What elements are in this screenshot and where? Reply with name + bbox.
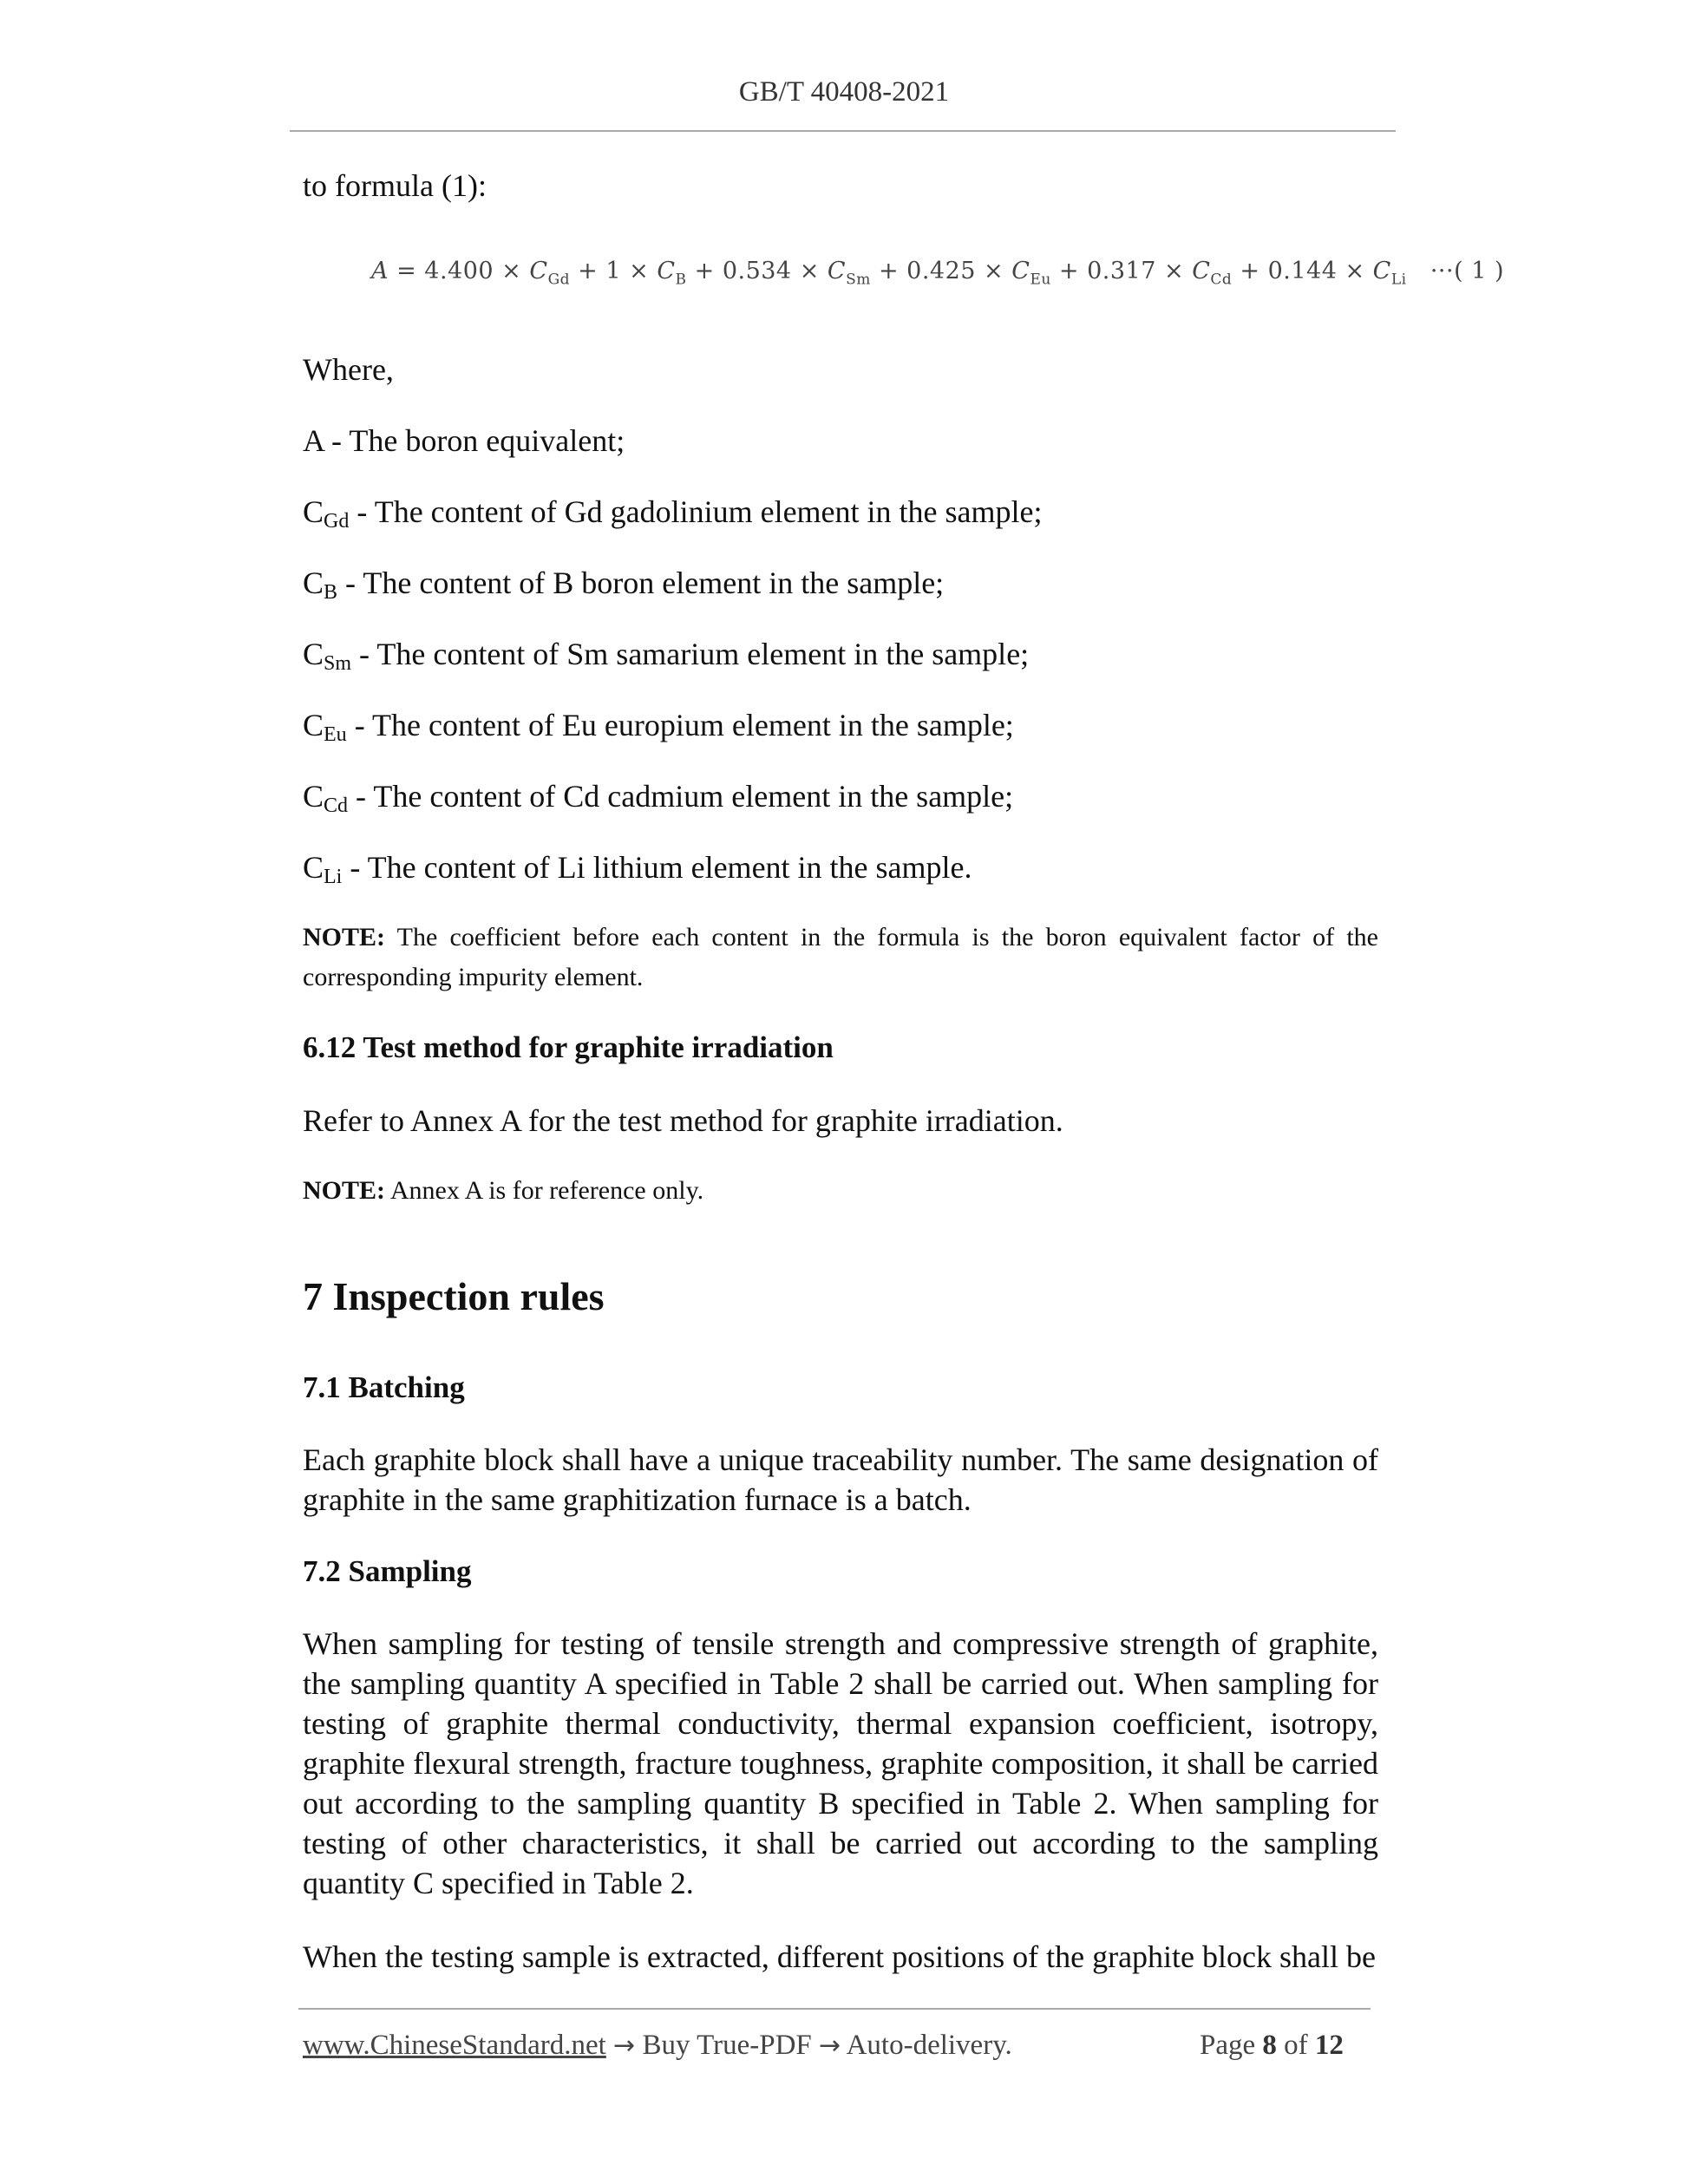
section-6-12-heading: 6.12 Test method for graphite irradiation: [303, 1030, 834, 1064]
section-7-1-heading: 7.1 Batching: [303, 1370, 465, 1404]
arrow-right-icon: →: [819, 2030, 841, 2061]
intro-text: to formula (1):: [303, 168, 487, 203]
current-page: 8: [1262, 2030, 1277, 2061]
note-label: NOTE:: [303, 923, 386, 951]
section-7-1-body: Each graphite block shall have a unique traceability number. The same designation of graphite in the same graphitization furnace is a batch.: [303, 1442, 1378, 1517]
formula-term: + $0.144 \times C_{Li}$: [1240, 258, 1407, 289]
definition-c-eu: CEu - The content of Eu europium element in the sample;: [303, 708, 1014, 746]
total-pages: 12: [1314, 2030, 1344, 2061]
definition-c-cd: CCd - The content of Cd cadmium element in the sample;: [303, 779, 1014, 817]
note-annex: NOTE: Annex A is for reference only.: [303, 1176, 704, 1205]
header-standard-number: GB/T 40408-2021: [738, 76, 950, 108]
note-label: NOTE:: [303, 1176, 386, 1205]
section-7-heading: 7 Inspection rules: [303, 1274, 605, 1318]
formula-term: + $1 \times C_B$: [578, 258, 687, 289]
definition-a: A - The boron equivalent;: [303, 423, 625, 458]
section-7-2-heading: 7.2 Sampling: [303, 1554, 472, 1588]
footer-promo: www.ChineseStandard.net → Buy True-PDF → Auto-delivery.: [303, 2030, 1012, 2061]
footer-divider: [298, 2008, 1371, 2010]
section-6-12-body: Refer to Annex A for the test method for graphite irradiation.: [303, 1103, 1063, 1138]
formula-term: + $0.534 \times C_{Sm}$: [694, 258, 871, 289]
note-formula: NOTE: The coefficient before each content in the formula is the boron equivalent factor of the corresponding impurity element.: [303, 923, 1378, 991]
section-7-2-body: When sampling for testing of tensile strength and compressive strength of graphite, the sampling quantity A specified in Table 2 shall be carried out. When sampling for testing of graphite thermal conductivity, thermal expansion coefficient, isotropy, graphite flexural strength, fracture toughness, graphite composition, it shall be carried out according to the sampling quantity B specified in Table 2. When sampling for testing of other characteristics, it shall be carried out according to the sampling quantity C specified in Table 2.: [303, 1626, 1378, 1900]
formula-term: + $0.425 \times C_{Eu}$: [878, 258, 1051, 289]
section-7-2-body-continued: When the testing sample is extracted, different positions of the graphite block shall be: [303, 1939, 1376, 1974]
header-divider: [290, 130, 1396, 132]
formula-1: [371, 258, 1504, 289]
definition-c-gd: CGd - The content of Gd gadolinium element in the sample;: [303, 494, 1043, 533]
formula-term: $4.400 \times C_{Gd}$: [424, 258, 571, 289]
definition-c-sm: CSm - The content of Sm samarium element in the sample;: [303, 637, 1030, 675]
page-indicator: Page 8 of 12: [1200, 2030, 1344, 2061]
formula-term: + $0.317 \times C_{Cd}$: [1058, 258, 1233, 289]
formula-lhs: A: [371, 258, 389, 284]
definition-c-b: CB - The content of B boron element in the sample;: [303, 566, 945, 604]
formula-equals: =: [389, 258, 425, 284]
formula-number: ···( 1 ): [1430, 258, 1504, 284]
arrow-right-icon: →: [613, 2030, 636, 2061]
definition-c-li: CLi - The content of Li lithium element in the sample.: [303, 850, 972, 888]
website-link[interactable]: www.ChineseStandard.net: [303, 2030, 606, 2061]
where-label: Where,: [303, 352, 394, 387]
